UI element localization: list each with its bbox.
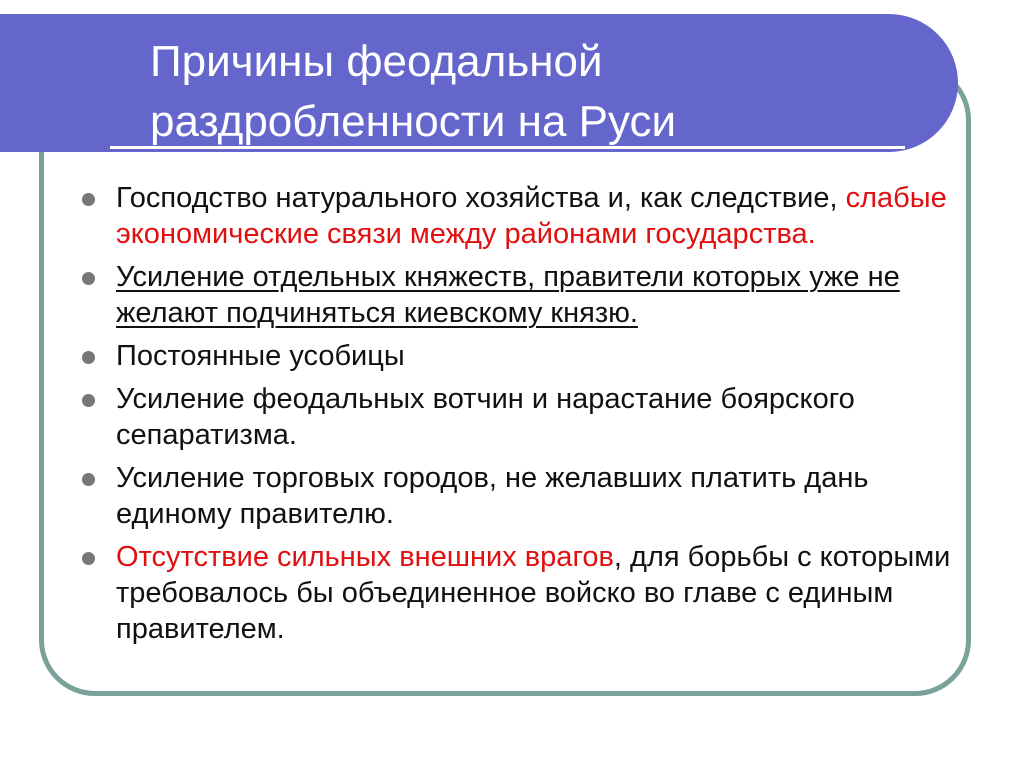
bullet-2-underlined-text: Усиление отдельных княжеств, правители которых уже не желают подчиняться киевскому князю. [116, 261, 900, 329]
bullet-dot-icon [82, 552, 95, 565]
bullet-1-red-text: слабые экономические связи между районами государства. [116, 182, 947, 250]
title-line-1: Причины феодальной [150, 37, 603, 86]
bullet-3-text: Постоянные усобицы [116, 340, 405, 372]
bullet-item-4 [78, 381, 958, 453]
bullet-item-2 [78, 259, 958, 331]
bullet-dot-icon [82, 394, 95, 407]
bullet-dot-icon [82, 351, 95, 364]
bullet-5-text: Усиление торговых городов, не желавших платить дань единому правителю. [116, 462, 869, 530]
bullet-item-5 [78, 460, 958, 532]
bullet-dot-icon [82, 193, 95, 206]
bullet-item-3 [78, 338, 958, 374]
bullet-1-text: Господство натурального хозяйства и, как следствие, [116, 182, 846, 214]
slide-title [150, 32, 950, 152]
bullet-6-red-text: Отсутствие сильных внешних врагов [116, 541, 614, 573]
bullet-list [78, 180, 958, 654]
bullet-dot-icon [82, 272, 95, 285]
bullet-dot-icon [82, 473, 95, 486]
bullet-item-6 [78, 539, 958, 647]
title-banner [0, 14, 958, 152]
bullet-6-text: , для борьбы с которыми требовалось бы объединенное войско во главе с единым правителем. [116, 541, 951, 645]
title-underline [110, 146, 905, 149]
bullet-4-text: Усиление феодальных вотчин и нарастание боярского сепаратизма. [116, 383, 855, 451]
title-line-2: раздробленности на Руси [150, 97, 677, 146]
bullet-item-1 [78, 180, 958, 252]
